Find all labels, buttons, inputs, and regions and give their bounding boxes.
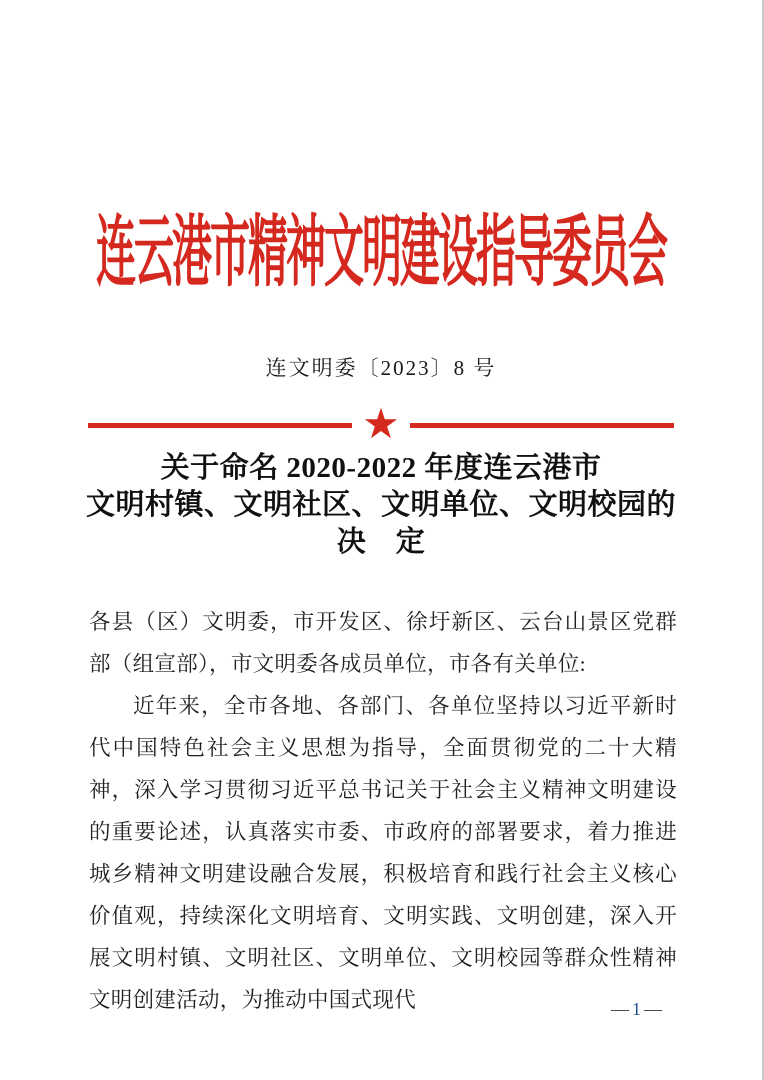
document-header-organization: 连云港市精神文明建设指导委员会 xyxy=(96,208,666,296)
document-title xyxy=(30,450,732,561)
title-line-1: 关于命名 2020-2022 年度连云港市 xyxy=(160,452,602,484)
page-number xyxy=(611,999,662,1020)
divider-line-right xyxy=(410,423,674,428)
document-number: 连文明委〔2023〕8 号 xyxy=(265,356,497,380)
page-number-value: 1 xyxy=(632,999,641,1019)
salutation: 各县（区）文明委，市开发区、徐圩新区、云台山景区党群部（组宣部），市文明委各成员单位，市各有关单位: xyxy=(89,610,677,676)
title-line-2: 文明村镇、文明社区、文明单位、文明校园的 xyxy=(85,489,676,521)
page-number-dash-right: — xyxy=(644,999,662,1019)
body-paragraph: 近年来，全市各地、各部门、各单位坚持以习近平新时代中国特色社会主义思想为指导，全面贯彻党的二十大精神，深入学习贯彻习近平总书记关于社会主义精神文明建设的重要论述，认真落实市委、市政府的部署要求，着力推进城乡精神文明建设融合发展，积极培育和践行社会主义核心价值观，持续深化文明培育、文明实践、文明创建，深入开展文明村镇、文明社区、文明单位、文明校园等群众性精神文明创建活动，为推动中国式现代 xyxy=(89,694,677,1012)
divider-line-left xyxy=(88,423,352,428)
star-icon: ★ xyxy=(362,402,400,448)
document-body xyxy=(89,601,677,1021)
page-number-dash-left: — xyxy=(611,999,629,1019)
red-divider xyxy=(88,402,674,448)
title-line-3: 决 定 xyxy=(336,526,426,558)
